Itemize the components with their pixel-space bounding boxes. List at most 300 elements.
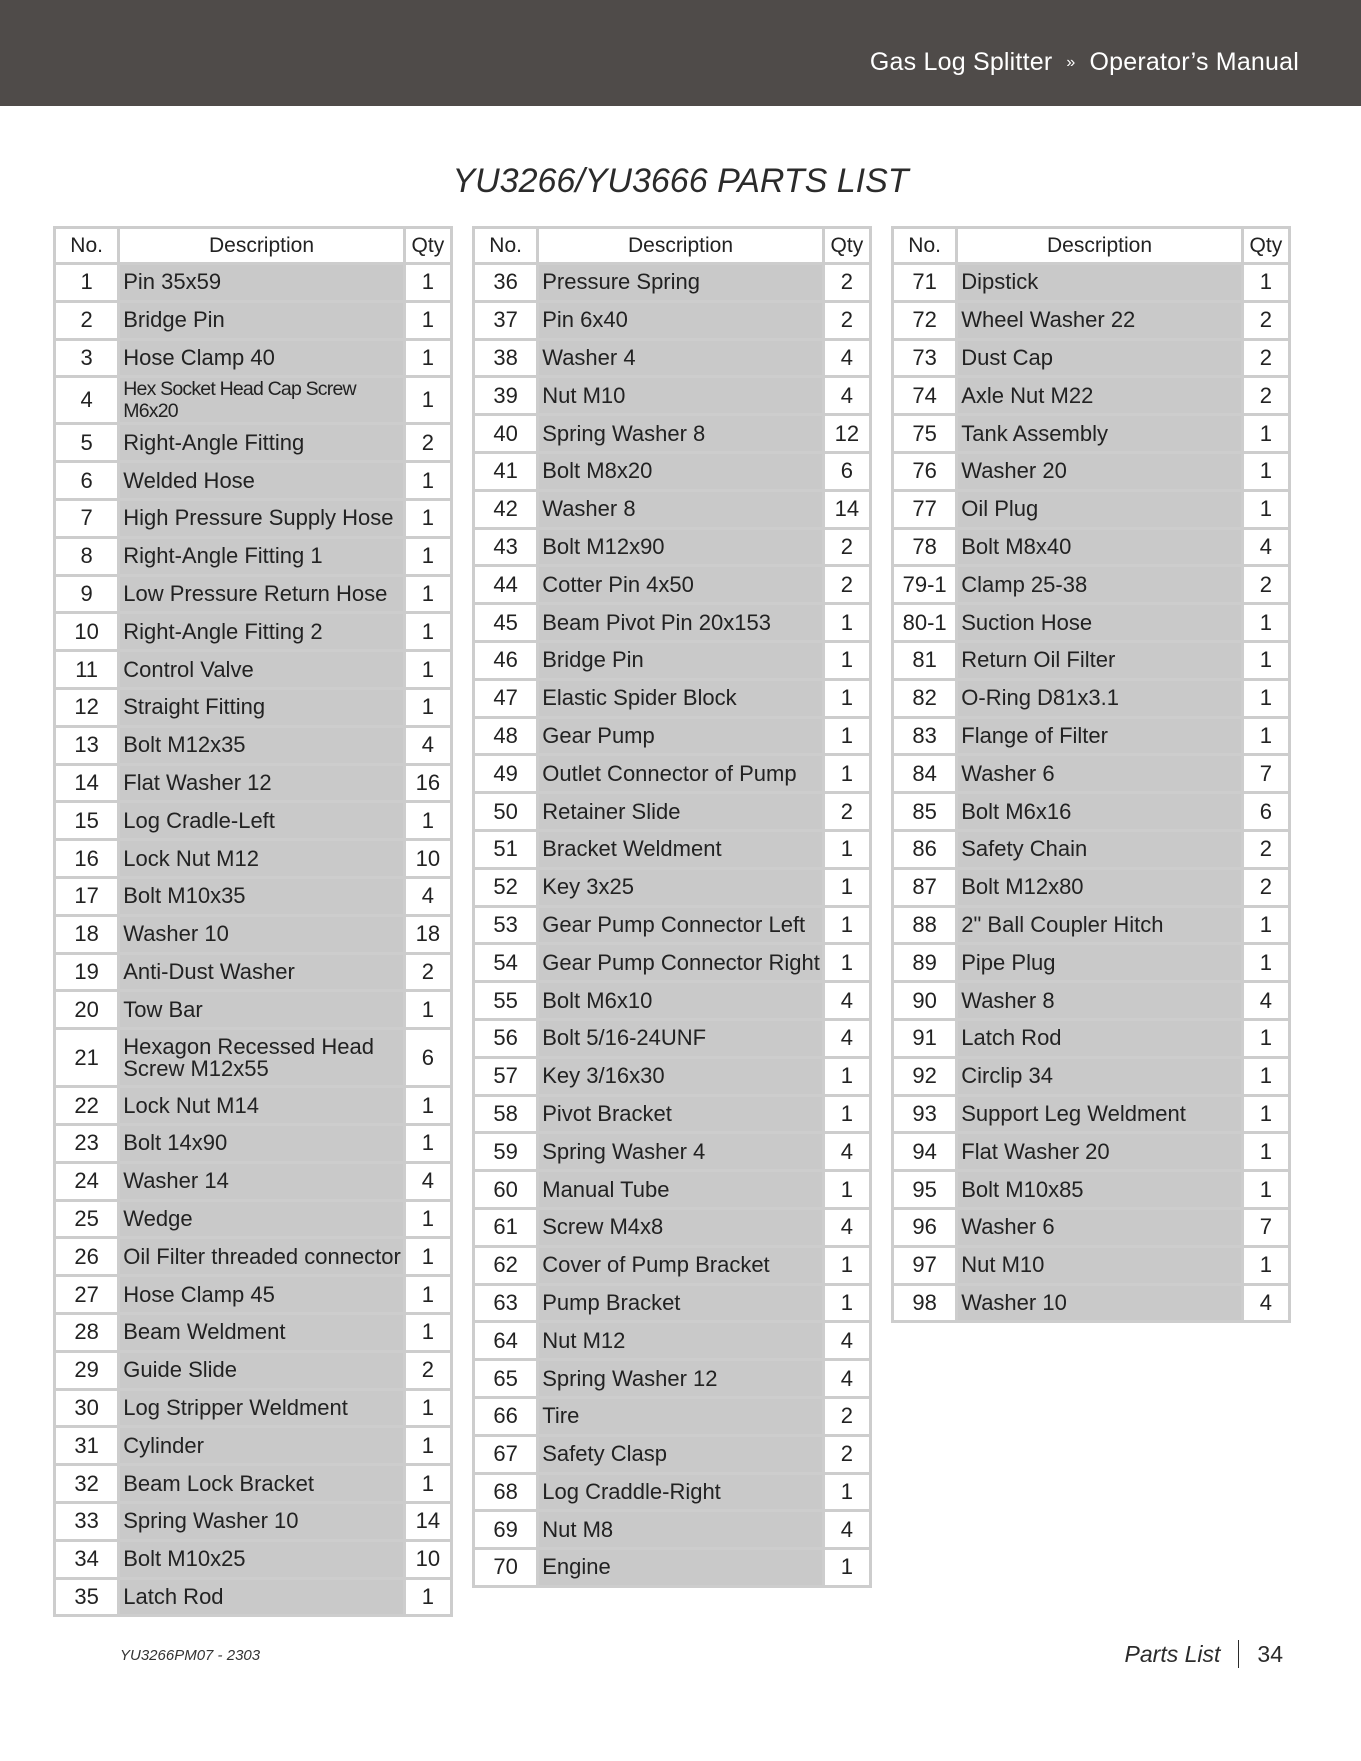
table-row: [56, 425, 450, 460]
table-row: [56, 879, 450, 914]
table-row: [894, 1172, 1288, 1207]
part-description-cell: Low Pressure Return Hose: [120, 577, 402, 612]
part-number-cell: 4: [56, 378, 117, 422]
part-description-cell: Retainer Slide: [539, 794, 821, 829]
part-qty-cell: 1: [1244, 1097, 1288, 1132]
part-number-cell: 75: [894, 416, 955, 451]
part-number-cell: 71: [894, 265, 955, 300]
part-description-cell: Gear Pump Connector Right: [539, 945, 821, 980]
part-description-cell: Bridge Pin: [539, 643, 821, 678]
footer-section-name: Parts List: [1124, 1640, 1221, 1667]
part-number-cell: 51: [475, 832, 536, 867]
table-row: [894, 1134, 1288, 1169]
part-number-cell: 38: [475, 341, 536, 376]
part-qty-cell: 1: [406, 652, 450, 687]
part-number-cell: 40: [475, 416, 536, 451]
part-number-cell: 45: [475, 605, 536, 640]
part-number-cell: 87: [894, 870, 955, 905]
part-description-cell: Circlip 34: [958, 1059, 1240, 1094]
part-number-cell: 50: [475, 794, 536, 829]
part-number-cell: 59: [475, 1134, 536, 1169]
part-description-cell: Support Leg Weldment: [958, 1097, 1240, 1132]
part-description-cell: Oil Filter threaded connector: [120, 1239, 402, 1274]
document-code: YU3266PM07 - 2303: [120, 1647, 261, 1664]
part-qty-cell: 2: [825, 265, 869, 300]
table-row: [475, 341, 869, 376]
part-qty-cell: 1: [406, 1580, 450, 1615]
part-number-cell: 44: [475, 567, 536, 602]
part-description-cell: Key 3x25: [539, 870, 821, 905]
part-qty-cell: 1: [1244, 454, 1288, 489]
table-row: [894, 1021, 1288, 1056]
part-number-cell: 5: [56, 425, 117, 460]
part-description-cell: Washer 8: [958, 983, 1240, 1018]
part-qty-cell: 1: [406, 265, 450, 300]
part-qty-cell: 1: [406, 1315, 450, 1350]
header-description: Description: [120, 229, 402, 262]
part-description-cell: Washer 8: [539, 492, 821, 527]
table-row: [56, 303, 450, 338]
part-description-cell: Nut M10: [958, 1248, 1240, 1283]
part-description-cell: Log Cradle-Left: [120, 803, 402, 838]
table-row: [475, 1550, 869, 1585]
part-qty-cell: 1: [1244, 945, 1288, 980]
footer-divider: [1238, 1640, 1239, 1668]
table-row: [56, 1504, 450, 1539]
part-qty-cell: 1: [1244, 643, 1288, 678]
part-qty-cell: 1: [1244, 1134, 1288, 1169]
part-qty-cell: 4: [825, 341, 869, 376]
part-number-cell: 26: [56, 1239, 117, 1274]
part-description-cell: Outlet Connector of Pump: [539, 756, 821, 791]
part-description-cell: Wheel Washer 22: [958, 303, 1240, 338]
part-number-cell: 84: [894, 756, 955, 791]
table-row: [475, 530, 869, 565]
part-description-cell: Washer 20: [958, 454, 1240, 489]
table-row: [56, 1126, 450, 1161]
part-number-cell: 28: [56, 1315, 117, 1350]
table-row: [894, 719, 1288, 754]
part-number-cell: 7: [56, 501, 117, 536]
part-number-cell: 70: [475, 1550, 536, 1585]
part-qty-cell: 1: [825, 681, 869, 716]
part-description-cell: Washer 10: [120, 917, 402, 952]
part-qty-cell: 4: [825, 378, 869, 413]
part-number-cell: 67: [475, 1437, 536, 1472]
part-qty-cell: 1: [406, 1239, 450, 1274]
part-qty-cell: 6: [1244, 794, 1288, 829]
part-qty-cell: 2: [1244, 341, 1288, 376]
part-number-cell: 12: [56, 690, 117, 725]
table-row: [475, 643, 869, 678]
header-qty: Qty: [825, 229, 869, 262]
table-row: [56, 577, 450, 612]
table-row: [894, 567, 1288, 602]
part-qty-cell: 1: [825, 1172, 869, 1207]
part-description-cell: Lock Nut M12: [120, 841, 402, 876]
part-qty-cell: 1: [1244, 1021, 1288, 1056]
table-row: [475, 681, 869, 716]
part-qty-cell: 1: [1244, 1059, 1288, 1094]
table-row: [475, 794, 869, 829]
part-qty-cell: 1: [406, 539, 450, 574]
part-number-cell: 78: [894, 530, 955, 565]
footer-page-info: [1125, 1640, 1283, 1668]
part-number-cell: 2: [56, 303, 117, 338]
part-qty-cell: 1: [825, 756, 869, 791]
part-number-cell: 21: [56, 1030, 117, 1085]
table-row: [475, 303, 869, 338]
part-description-cell: Pump Bracket: [539, 1286, 821, 1321]
table-row: [475, 1512, 869, 1547]
part-description-cell: Washer 14: [120, 1164, 402, 1199]
part-number-cell: 41: [475, 454, 536, 489]
table-row: [56, 1580, 450, 1615]
table-row: [894, 492, 1288, 527]
part-description-cell: Nut M8: [539, 1512, 821, 1547]
part-number-cell: 24: [56, 1164, 117, 1199]
header-section-title: Operator’s Manual: [1089, 48, 1299, 76]
part-qty-cell: 1: [1244, 1172, 1288, 1207]
part-description-cell: Pivot Bracket: [539, 1097, 821, 1132]
page-number: 34: [1257, 1640, 1283, 1667]
table-row: [475, 1210, 869, 1245]
part-description-cell: Hex Socket Head Cap Screw M6x20: [120, 378, 402, 422]
header-breadcrumb: [870, 48, 1299, 77]
part-number-cell: 14: [56, 766, 117, 801]
header-doc-title: Gas Log Splitter: [869, 48, 1053, 76]
part-description-cell: Bolt M10x25: [120, 1542, 402, 1577]
part-qty-cell: 4: [406, 1164, 450, 1199]
part-number-cell: 43: [475, 530, 536, 565]
part-qty-cell: 1: [1244, 492, 1288, 527]
part-description-cell: Nut M12: [539, 1323, 821, 1358]
table-header-row: [56, 229, 450, 262]
part-number-cell: 74: [894, 378, 955, 413]
part-description-cell: Straight Fitting: [120, 690, 402, 725]
part-description-cell: Spring Washer 12: [539, 1361, 821, 1396]
part-qty-cell: 14: [406, 1504, 450, 1539]
part-number-cell: 13: [56, 728, 117, 763]
table-row: [56, 614, 450, 649]
part-number-cell: 85: [894, 794, 955, 829]
part-description-cell: Engine: [539, 1550, 821, 1585]
part-qty-cell: 4: [406, 879, 450, 914]
part-description-cell: Bolt 14x90: [120, 1126, 402, 1161]
part-qty-cell: 1: [825, 1475, 869, 1510]
part-qty-cell: 1: [406, 577, 450, 612]
parts-table-1: [53, 226, 453, 1617]
part-number-cell: 6: [56, 463, 117, 498]
part-number-cell: 94: [894, 1134, 955, 1169]
table-row: [56, 1353, 450, 1388]
part-number-cell: 19: [56, 955, 117, 990]
header-description: Description: [958, 229, 1240, 262]
table-row: [475, 945, 869, 980]
part-description-cell: Bridge Pin: [120, 303, 402, 338]
part-description-cell: Hose Clamp 40: [120, 341, 402, 376]
part-qty-cell: 1: [1244, 605, 1288, 640]
part-qty-cell: 1: [825, 832, 869, 867]
table-header-row: [894, 229, 1288, 262]
part-qty-cell: 4: [825, 1512, 869, 1547]
part-description-cell: O-Ring D81x3.1: [958, 681, 1240, 716]
part-description-cell: Log Craddle-Right: [539, 1475, 821, 1510]
part-description-cell: Pipe Plug: [958, 945, 1240, 980]
part-number-cell: 72: [894, 303, 955, 338]
part-description-cell: Tank Assembly: [958, 416, 1240, 451]
part-description-cell: Safety Chain: [958, 832, 1240, 867]
table-row: [894, 832, 1288, 867]
part-description-cell: Washer 4: [539, 341, 821, 376]
part-qty-cell: 1: [406, 1391, 450, 1426]
part-description-cell: Welded Hose: [120, 463, 402, 498]
part-description-cell: Dipstick: [958, 265, 1240, 300]
part-description-cell: Flange of Filter: [958, 719, 1240, 754]
part-description-cell: Dust Cap: [958, 341, 1240, 376]
part-description-cell: Right-Angle Fitting 1: [120, 539, 402, 574]
table-row: [894, 1059, 1288, 1094]
table-row: [894, 908, 1288, 943]
part-description-cell: Beam Weldment: [120, 1315, 402, 1350]
part-number-cell: 16: [56, 841, 117, 876]
part-number-cell: 8: [56, 539, 117, 574]
part-qty-cell: 2: [1244, 870, 1288, 905]
part-description-cell: Bolt M12x35: [120, 728, 402, 763]
part-qty-cell: 4: [1244, 530, 1288, 565]
part-description-cell: Bolt M10x85: [958, 1172, 1240, 1207]
part-description-cell: Gear Pump: [539, 719, 821, 754]
part-number-cell: 96: [894, 1210, 955, 1245]
part-description-cell: Wedge: [120, 1202, 402, 1237]
part-description-cell: Lock Nut M14: [120, 1088, 402, 1123]
part-number-cell: 98: [894, 1286, 955, 1321]
part-description-cell: Right-Angle Fitting: [120, 425, 402, 460]
part-qty-cell: 4: [406, 728, 450, 763]
part-qty-cell: 1: [825, 643, 869, 678]
table-row: [56, 690, 450, 725]
table-row: [894, 454, 1288, 489]
part-description-cell: Bolt M6x10: [539, 983, 821, 1018]
part-number-cell: 34: [56, 1542, 117, 1577]
part-qty-cell: 6: [825, 454, 869, 489]
part-description-cell: Suction Hose: [958, 605, 1240, 640]
part-description-cell: Gear Pump Connector Left: [539, 908, 821, 943]
table-row: [56, 341, 450, 376]
header-description: Description: [539, 229, 821, 262]
part-number-cell: 27: [56, 1277, 117, 1312]
part-description-cell: Bolt M8x40: [958, 530, 1240, 565]
part-qty-cell: 4: [1244, 1286, 1288, 1321]
part-qty-cell: 1: [1244, 1248, 1288, 1283]
table-row: [475, 1399, 869, 1434]
part-qty-cell: 16: [406, 766, 450, 801]
table-row: [56, 955, 450, 990]
part-qty-cell: 4: [825, 983, 869, 1018]
part-number-cell: 1: [56, 265, 117, 300]
part-qty-cell: 1: [1244, 908, 1288, 943]
table-row: [475, 1248, 869, 1283]
part-qty-cell: 1: [406, 690, 450, 725]
table-row: [475, 1323, 869, 1358]
part-qty-cell: 4: [825, 1361, 869, 1396]
part-qty-cell: 2: [825, 303, 869, 338]
part-qty-cell: 1: [406, 1126, 450, 1161]
part-qty-cell: 18: [406, 917, 450, 952]
table-row: [475, 605, 869, 640]
part-number-cell: 18: [56, 917, 117, 952]
header-no: No.: [475, 229, 536, 262]
part-number-cell: 89: [894, 945, 955, 980]
part-number-cell: 79-1: [894, 567, 955, 602]
table-row: [56, 992, 450, 1027]
part-description-cell: Safety Clasp: [539, 1437, 821, 1472]
part-qty-cell: 7: [1244, 1210, 1288, 1245]
table-row: [475, 1097, 869, 1132]
part-number-cell: 76: [894, 454, 955, 489]
part-number-cell: 10: [56, 614, 117, 649]
table-row: [894, 341, 1288, 376]
part-number-cell: 25: [56, 1202, 117, 1237]
part-description-cell: Beam Pivot Pin 20x153: [539, 605, 821, 640]
part-number-cell: 57: [475, 1059, 536, 1094]
table-row: [475, 416, 869, 451]
table-row: [894, 265, 1288, 300]
part-qty-cell: 1: [406, 303, 450, 338]
part-qty-cell: 1: [825, 1248, 869, 1283]
part-qty-cell: 1: [825, 605, 869, 640]
part-qty-cell: 2: [1244, 378, 1288, 413]
part-number-cell: 22: [56, 1088, 117, 1123]
part-description-cell: Cotter Pin 4x50: [539, 567, 821, 602]
part-number-cell: 31: [56, 1428, 117, 1463]
part-number-cell: 73: [894, 341, 955, 376]
table-row: [56, 728, 450, 763]
table-row: [894, 1286, 1288, 1321]
part-number-cell: 32: [56, 1466, 117, 1501]
table-header-row: [475, 229, 869, 262]
part-description-cell: Spring Washer 8: [539, 416, 821, 451]
table-row: [894, 1097, 1288, 1132]
part-qty-cell: 1: [825, 1286, 869, 1321]
part-qty-cell: 2: [1244, 832, 1288, 867]
part-qty-cell: 1: [406, 341, 450, 376]
breadcrumb-separator: »: [1066, 53, 1076, 71]
part-description-cell: Clamp 25-38: [958, 567, 1240, 602]
table-row: [894, 681, 1288, 716]
part-description-cell: Return Oil Filter: [958, 643, 1240, 678]
table-row: [475, 1361, 869, 1396]
part-qty-cell: 1: [406, 803, 450, 838]
part-description-cell: Latch Rod: [120, 1580, 402, 1615]
table-row: [56, 766, 450, 801]
table-row: [894, 756, 1288, 791]
part-qty-cell: 14: [825, 492, 869, 527]
part-number-cell: 90: [894, 983, 955, 1018]
part-number-cell: 53: [475, 908, 536, 943]
part-number-cell: 42: [475, 492, 536, 527]
table-row: [56, 1164, 450, 1199]
part-number-cell: 82: [894, 681, 955, 716]
part-description-cell: Log Stripper Weldment: [120, 1391, 402, 1426]
part-description-cell: Control Valve: [120, 652, 402, 687]
part-number-cell: 52: [475, 870, 536, 905]
table-row: [475, 378, 869, 413]
table-row: [56, 1277, 450, 1312]
table-row: [894, 870, 1288, 905]
part-number-cell: 66: [475, 1399, 536, 1434]
table-row: [475, 454, 869, 489]
part-number-cell: 58: [475, 1097, 536, 1132]
part-description-cell: Axle Nut M22: [958, 378, 1240, 413]
part-number-cell: 55: [475, 983, 536, 1018]
part-qty-cell: 1: [406, 1428, 450, 1463]
part-qty-cell: 10: [406, 1542, 450, 1577]
table-row: [894, 1210, 1288, 1245]
table-row: [894, 530, 1288, 565]
table-row: [56, 539, 450, 574]
part-number-cell: 39: [475, 378, 536, 413]
part-number-cell: 11: [56, 652, 117, 687]
part-description-cell: Bracket Weldment: [539, 832, 821, 867]
part-qty-cell: 2: [1244, 567, 1288, 602]
part-number-cell: 29: [56, 1353, 117, 1388]
table-row: [56, 463, 450, 498]
part-description-cell: Hose Clamp 45: [120, 1277, 402, 1312]
table-row: [56, 803, 450, 838]
part-number-cell: 80-1: [894, 605, 955, 640]
part-number-cell: 63: [475, 1286, 536, 1321]
table-row: [56, 652, 450, 687]
part-description-cell: Anti-Dust Washer: [120, 955, 402, 990]
table-row: [56, 1542, 450, 1577]
part-qty-cell: 1: [825, 945, 869, 980]
table-row: [56, 265, 450, 300]
part-description-cell: Right-Angle Fitting 2: [120, 614, 402, 649]
table-row: [475, 265, 869, 300]
part-qty-cell: 1: [825, 1550, 869, 1585]
part-qty-cell: 4: [1244, 983, 1288, 1018]
header-qty: Qty: [406, 229, 450, 262]
part-qty-cell: 1: [825, 719, 869, 754]
part-description-cell: Nut M10: [539, 378, 821, 413]
part-qty-cell: 4: [825, 1134, 869, 1169]
part-number-cell: 48: [475, 719, 536, 754]
part-number-cell: 92: [894, 1059, 955, 1094]
part-description-cell: Tire: [539, 1399, 821, 1434]
part-number-cell: 9: [56, 577, 117, 612]
part-number-cell: 61: [475, 1210, 536, 1245]
table-row: [475, 870, 869, 905]
table-row: [894, 605, 1288, 640]
part-qty-cell: 2: [406, 955, 450, 990]
part-description-cell: Pin 35x59: [120, 265, 402, 300]
part-number-cell: 36: [475, 265, 536, 300]
part-description-cell: Oil Plug: [958, 492, 1240, 527]
part-number-cell: 35: [56, 1580, 117, 1615]
part-description-cell: Key 3/16x30: [539, 1059, 821, 1094]
part-number-cell: 93: [894, 1097, 955, 1132]
part-qty-cell: 1: [825, 908, 869, 943]
table-row: [475, 908, 869, 943]
part-number-cell: 77: [894, 492, 955, 527]
part-number-cell: 69: [475, 1512, 536, 1547]
part-description-cell: Washer 6: [958, 756, 1240, 791]
part-description-cell: Pin 6x40: [539, 303, 821, 338]
table-row: [894, 303, 1288, 338]
part-qty-cell: 1: [406, 1088, 450, 1123]
part-number-cell: 46: [475, 643, 536, 678]
